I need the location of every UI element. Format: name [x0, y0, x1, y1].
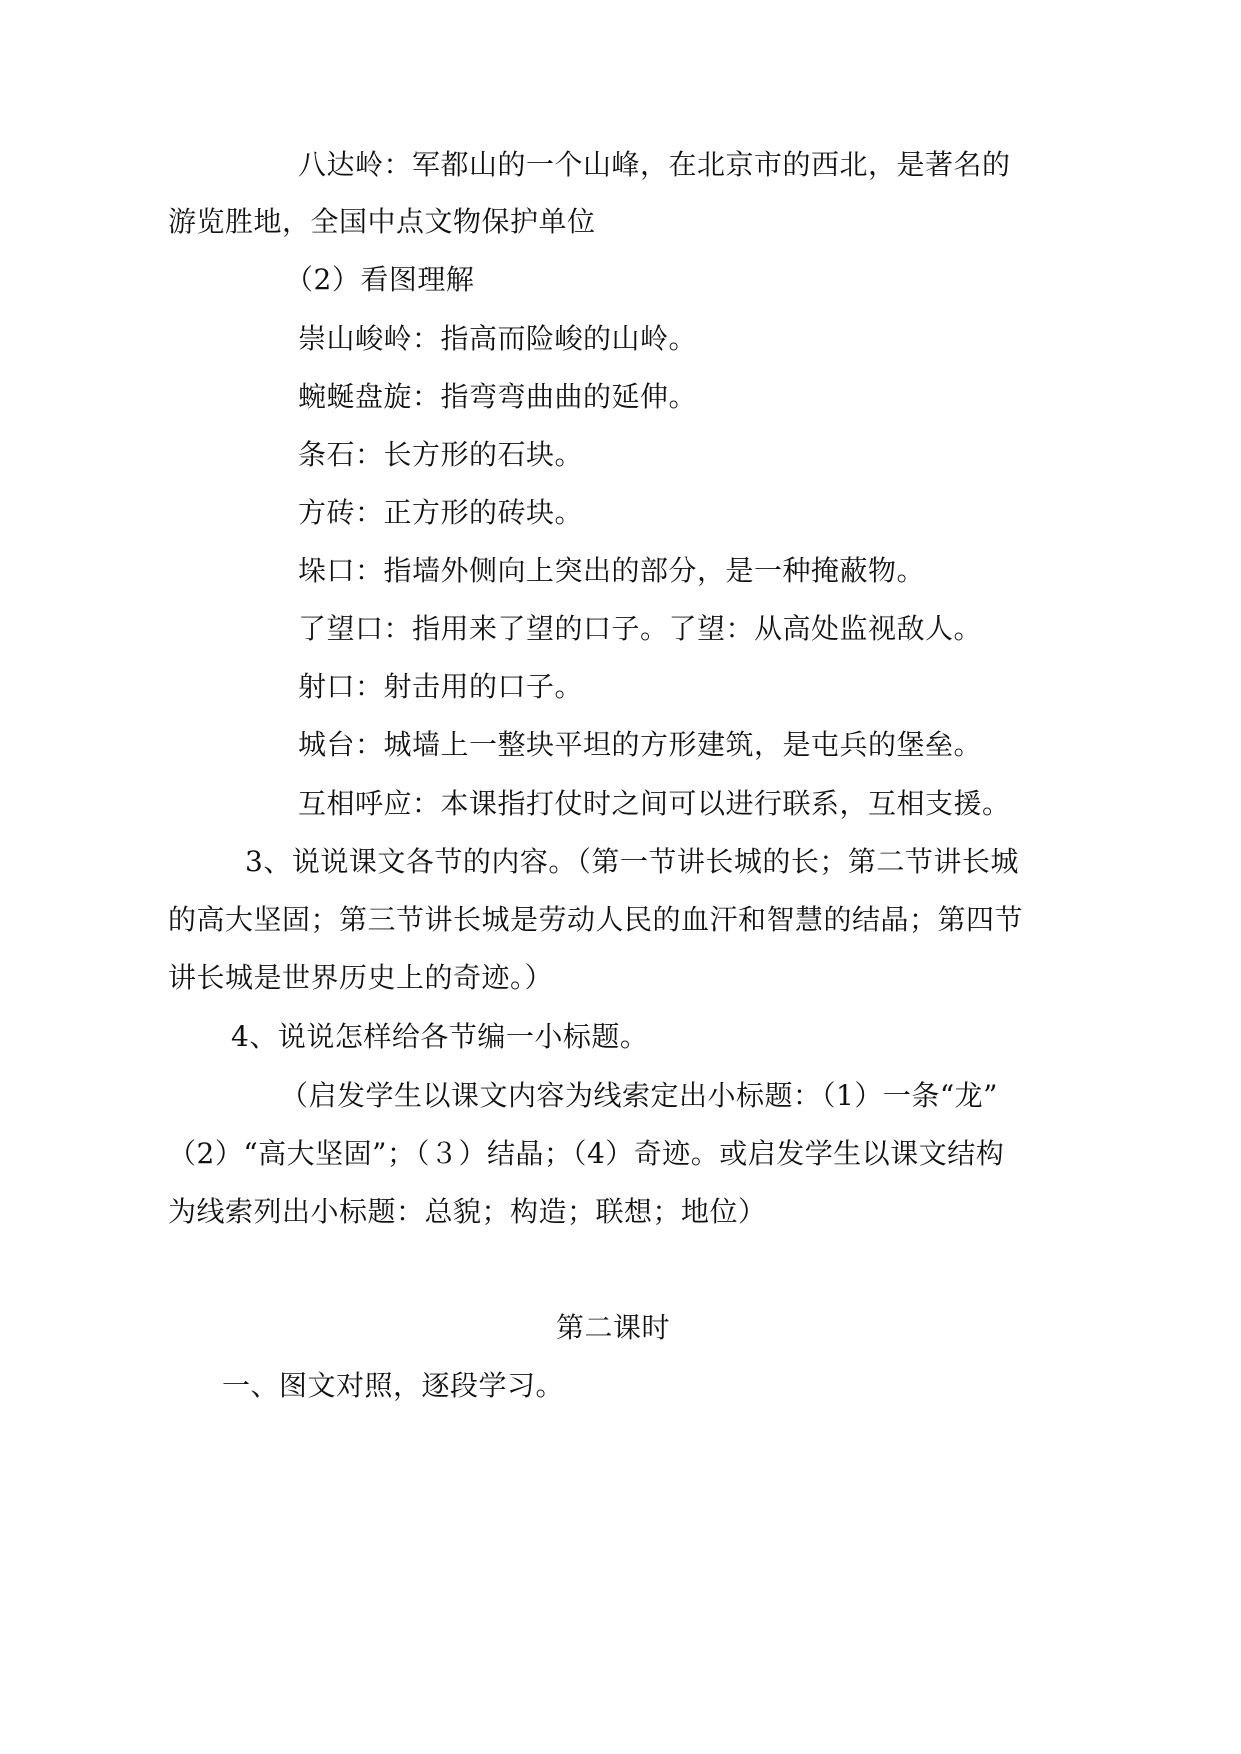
item-4-line-2: （2）“高大坚固”；（３）结晶；（4）奇迹。或启发学生以课文结构 — [168, 1137, 1005, 1170]
definition-tiaoshi: 条石：长方形的石块。 — [298, 438, 584, 471]
definition-wanyan-panxuan: 蜿蜒盘旋：指弯弯曲曲的延伸。 — [298, 380, 698, 413]
item-4-line-1: （启发学生以课文内容为线索定出小标题：（1）一条“龙” — [280, 1079, 998, 1112]
section-heading-one: 一、图文对照，逐段学习。 — [222, 1369, 565, 1402]
definition-huxiang-huying: 互相呼应：本课指打仗时之间可以进行联系，互相支援。 — [298, 787, 1011, 820]
paragraph-badaling-line-2: 游览胜地，全国中点文物保护单位 — [168, 205, 596, 238]
definition-fangzhuan: 方砖：正方形的砖块。 — [298, 496, 584, 529]
item-4-heading: 4、说说怎样给各节编一小标题。 — [231, 1020, 649, 1053]
item-3-line-2: 的高大坚固；第三节讲长城是劳动人民的血汗和智慧的结晶；第四节 — [168, 903, 1024, 936]
definition-chengtai: 城台：城墙上一整块平坦的方形建筑，是屯兵的堡垒。 — [298, 728, 983, 761]
definition-shekou: 射口：射击用的口子。 — [298, 670, 584, 703]
item-3-line-3: 讲长城是世界历史上的奇迹。） — [168, 961, 554, 994]
definition-liaowangkou: 了望口：指用来了望的口子。了望：从高处监视敌人。 — [298, 612, 983, 645]
definition-duokou: 垛口：指墙外侧向上突出的部分，是一种掩蔽物。 — [298, 554, 926, 587]
subheading-look-at-picture: （2）看图理解 — [285, 263, 475, 296]
item-4-line-3: 为线索列出小标题：总貌；构造；联想；地位） — [168, 1195, 767, 1228]
item-3-line-1: 3、说说课文各节的内容。（第一节讲长城的长；第二节讲长城 — [245, 845, 1019, 878]
definition-chongshan-junling: 崇山峻岭：指高而险峻的山岭。 — [298, 322, 698, 355]
paragraph-badaling-line-1: 八达岭：军都山的一个山峰，在北京市的西北，是著名的 — [298, 148, 1011, 181]
section-title-second-lesson: 第二课时 — [556, 1311, 671, 1344]
